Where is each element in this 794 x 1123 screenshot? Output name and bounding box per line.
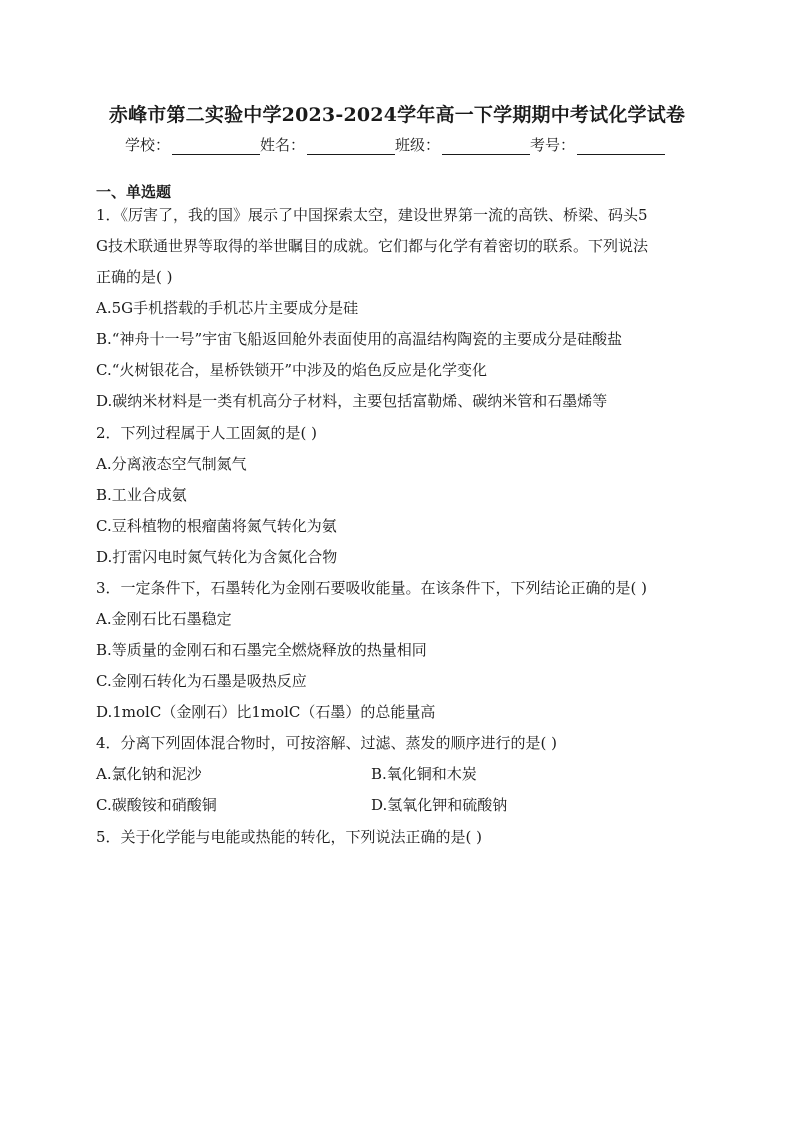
exam-number-blank: [577, 138, 665, 155]
question-3-option-c: C.金刚石转化为石墨是吸热反应: [96, 672, 307, 690]
question-1-stem-line-3: 正确的是( ): [96, 268, 173, 286]
question-3-option-b: B.等质量的金刚石和石墨完全燃烧释放的热量相同: [96, 641, 427, 659]
question-4-option-c: C.碳酸铵和硝酸铜: [96, 796, 217, 814]
question-2-option-a: A.分离液态空气制氮气: [96, 455, 247, 473]
school-field: [125, 134, 260, 155]
class-field: [395, 134, 530, 155]
question-4-option-b: B.氧化铜和木炭: [371, 765, 477, 783]
question-1-option-c: C.“火树银花合，星桥铁锁开”中涉及的焰色反应是化学变化: [96, 361, 488, 379]
exam-number-label: 考号：: [530, 136, 576, 154]
exam-title: 赤峰市第二实验中学2023-2024学年高一下学期期中考试化学试卷: [108, 104, 686, 126]
school-blank: [172, 138, 260, 155]
question-1-option-a: A.5G手机搭载的手机芯片主要成分是硅: [96, 299, 359, 317]
exam-number-field: [530, 134, 665, 155]
question-1-option-d: D.碳纳米材料是一类有机高分子材料，主要包括富勒烯、碳纳米管和石墨烯等: [96, 392, 608, 410]
question-2-option-d: D.打雷闪电时氮气转化为含氮化合物: [96, 548, 338, 566]
question-4-option-a: A.氯化钠和泥沙: [96, 765, 202, 783]
name-field: [260, 134, 395, 155]
school-label: 学校：: [125, 136, 171, 154]
question-4-option-d: D.氢氧化钾和硫酸钠: [371, 796, 508, 814]
question-1-stem-line-1: 1．《厉害了，我的国》展示了中国探索太空，建设世界第一流的高铁、桥梁、码头5: [96, 206, 648, 224]
section-heading: 一、单选题: [96, 183, 172, 201]
question-4-stem: 4．分离下列固体混合物时，可按溶解、过滤、蒸发的顺序进行的是( ): [96, 734, 558, 752]
student-info-line: [125, 134, 665, 155]
class-blank: [442, 138, 530, 155]
name-label: 姓名：: [260, 136, 306, 154]
class-label: 班级：: [395, 136, 441, 154]
question-1-option-b: B.“神舟十一号”宇宙飞船返回舱外表面使用的高温结构陶瓷的主要成分是硅酸盐: [96, 330, 623, 348]
question-2-stem: 2．下列过程属于人工固氮的是( ): [96, 424, 318, 442]
question-2-option-b: B.工业合成氨: [96, 486, 187, 504]
question-2-option-c: C.豆科植物的根瘤菌将氮气转化为氨: [96, 517, 337, 535]
question-1-stem-line-2: G技术联通世界等取得的举世瞩目的成就。它们都与化学有着密切的联系。下列说法: [96, 237, 648, 255]
name-blank: [307, 138, 395, 155]
question-5-stem: 5．关于化学能与电能或热能的转化，下列说法正确的是( ): [96, 828, 483, 846]
question-3-option-d: D.1molC（金刚石）比1molC（石墨）的总能量高: [96, 703, 436, 721]
question-3-stem: 3．一定条件下，石墨转化为金刚石要吸收能量。在该条件下，下列结论正确的是( ): [96, 579, 648, 597]
question-3-option-a: A.金刚石比石墨稳定: [96, 610, 232, 628]
